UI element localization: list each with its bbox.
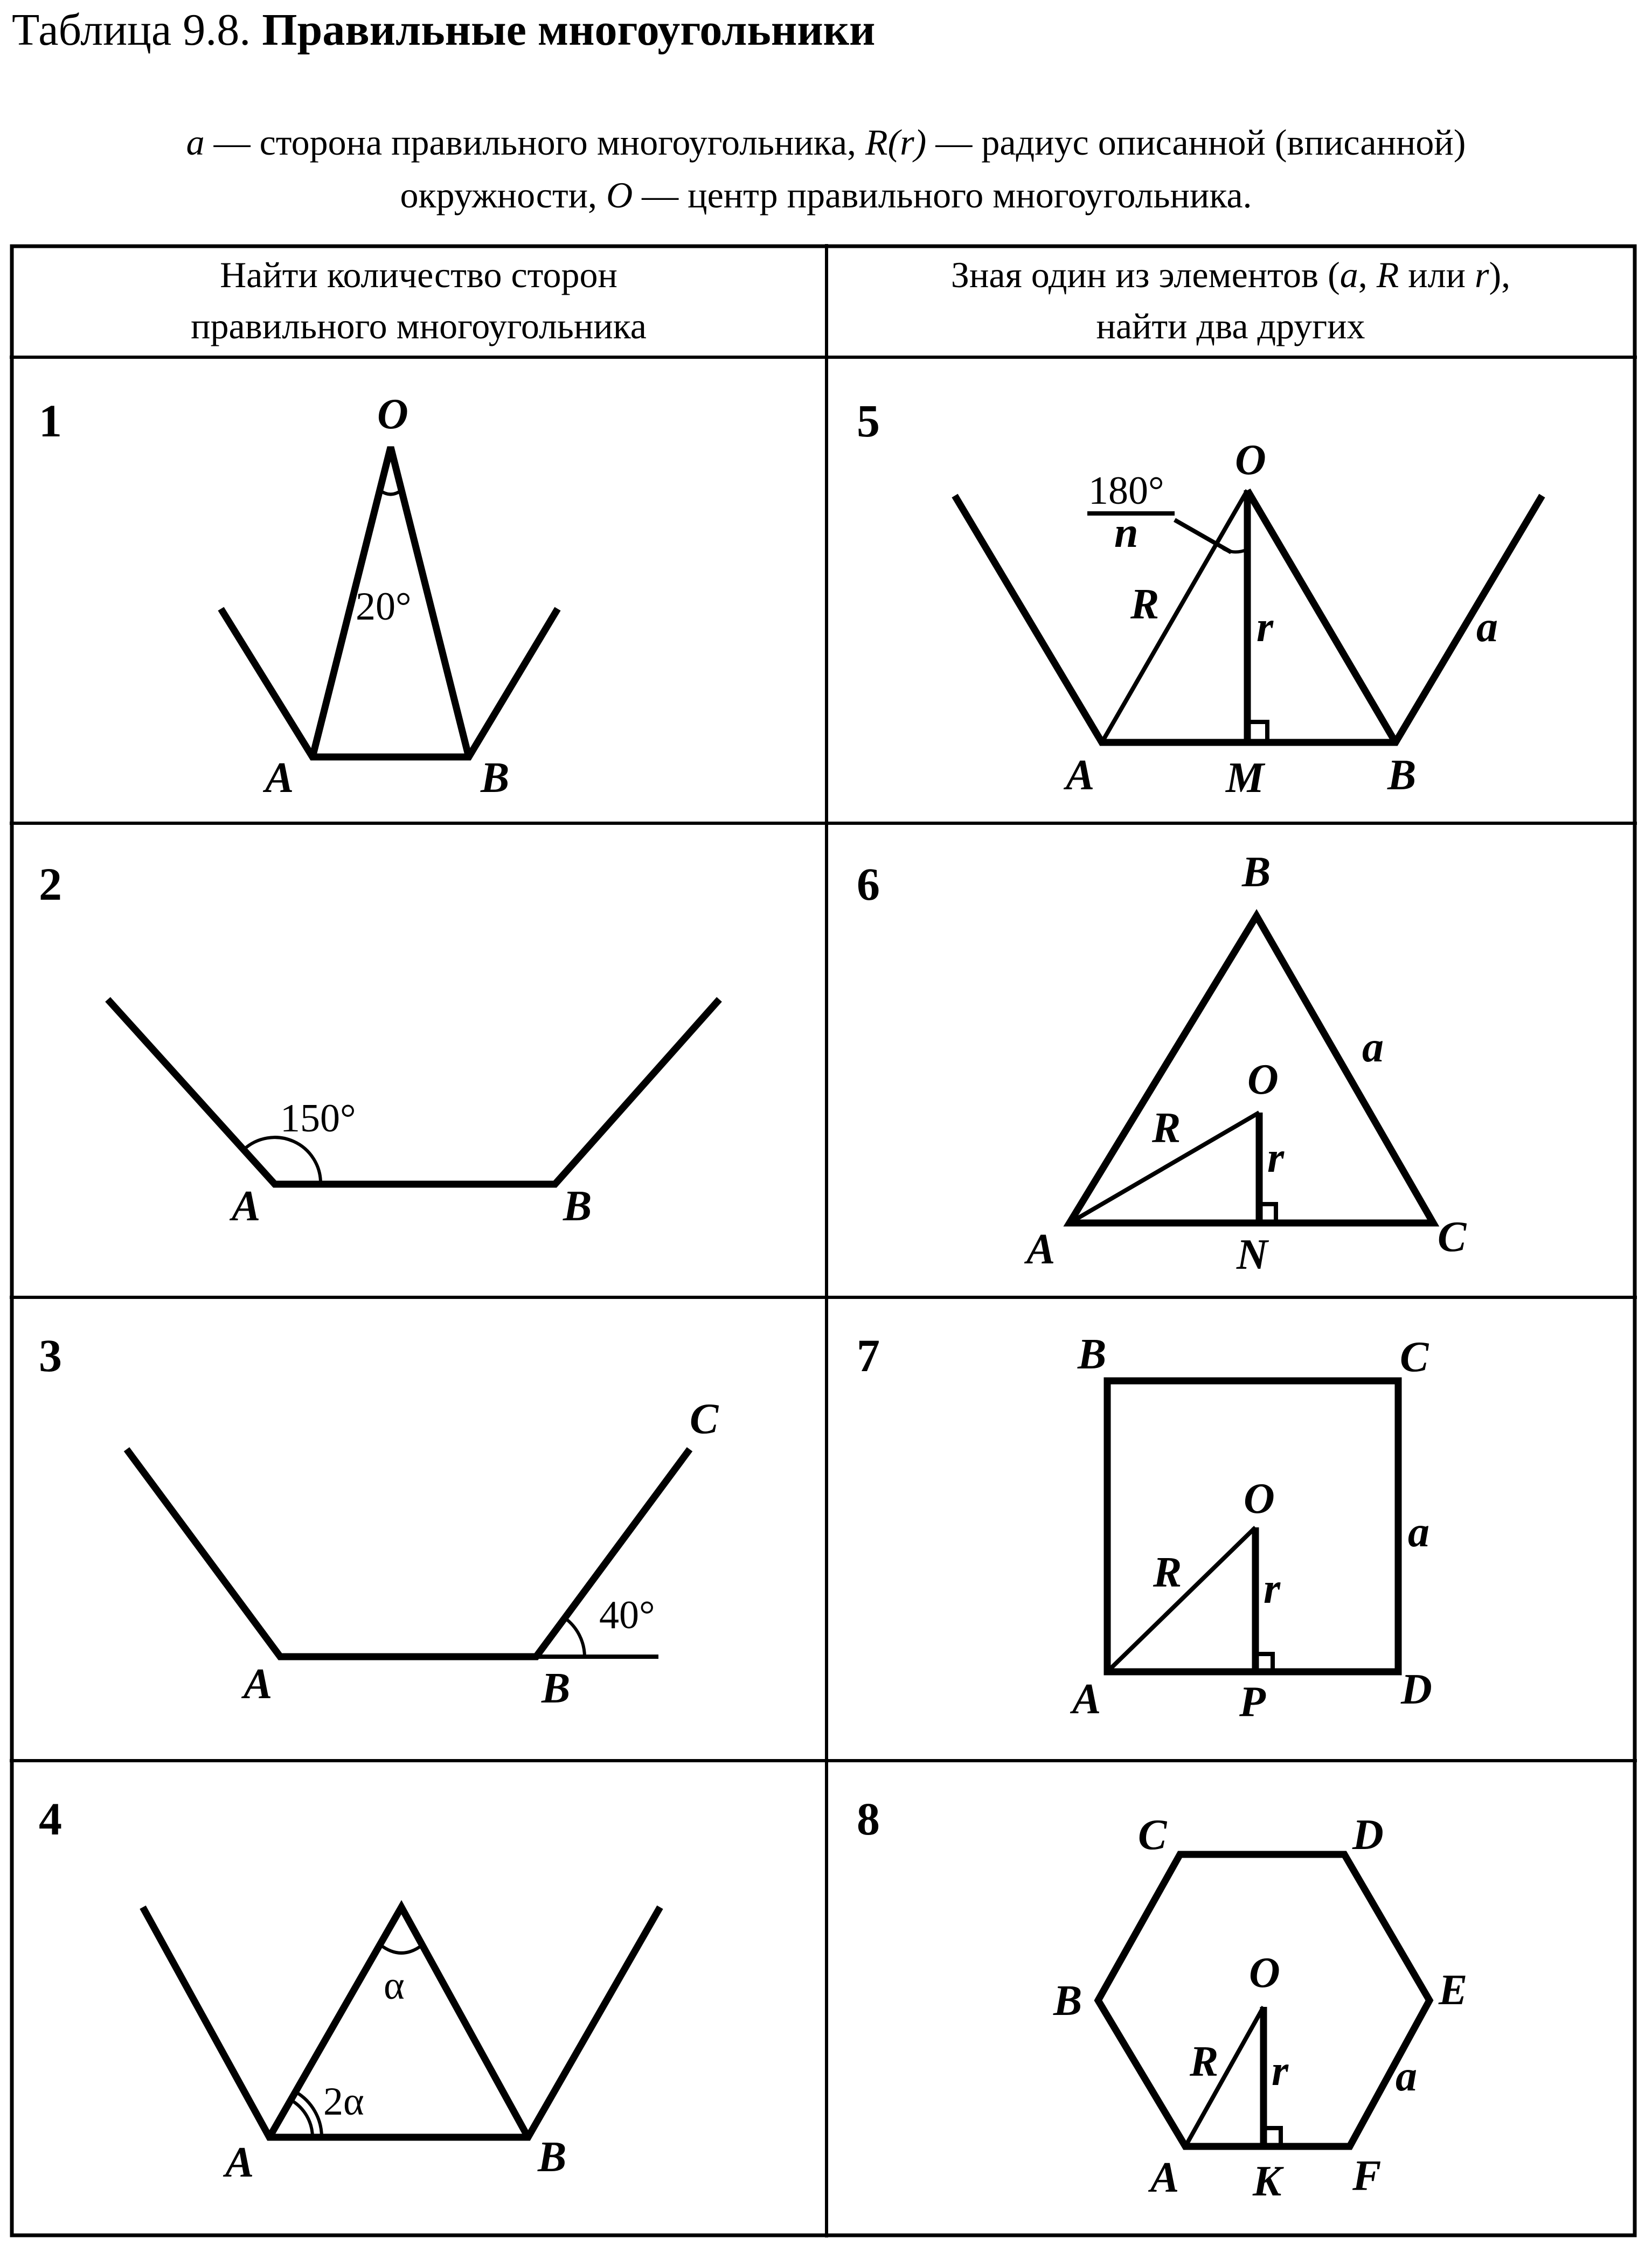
caption-part1: — сторона правильного многоугольника, (204, 122, 866, 163)
header-right-line2: найти два других (1096, 305, 1365, 346)
cell-8-label-B: B (1053, 1977, 1082, 2025)
cell-3-label-B: B (542, 1665, 571, 1712)
cell-7-label-r: r (1264, 1565, 1281, 1612)
header-right-r: r (1474, 254, 1489, 295)
caption-r: (r) (887, 122, 927, 163)
cell-2-number: 2 (39, 858, 62, 910)
header-left-line2: правильного многоугольника (191, 305, 647, 346)
table-title: Правильные многоугольники (262, 5, 876, 55)
cell-8 (857, 1793, 1467, 2205)
cell-3-number: 3 (39, 1330, 62, 1381)
cell-5-label-A: A (1066, 752, 1095, 799)
header-right-R: R (1376, 254, 1399, 295)
caption-O: O (606, 175, 633, 216)
cell-5-label-a: a (1476, 603, 1498, 651)
cell-5-label-r: r (1257, 603, 1274, 651)
cell-1-number: 1 (39, 395, 62, 447)
caption-R: R (865, 122, 888, 163)
cell-4-angle-arc-alpha (380, 1945, 422, 1953)
header-left-line1: Найти количество сторон (220, 254, 617, 295)
cell-6-label-O: O (1247, 1056, 1279, 1103)
header-right-or: или (1399, 254, 1475, 295)
cell-5-label-B: B (1387, 752, 1417, 799)
cell-5-label-O: O (1235, 436, 1266, 484)
cell-7-label-C: C (1400, 1333, 1429, 1381)
table-number: Таблица 9.8. (12, 5, 251, 55)
cell-3-angle-label: 40° (599, 1593, 655, 1637)
cell-3-label-C: C (690, 1395, 719, 1443)
cell-7-number: 7 (857, 1330, 880, 1381)
cell-7-label-P: P (1239, 1678, 1266, 1726)
cell-6 (857, 849, 1467, 1278)
cell-8-label-E: E (1439, 1966, 1468, 2014)
cell-6-label-N: N (1237, 1231, 1268, 1278)
cell-4-label-alpha: α (384, 1964, 405, 2008)
cell-7-label-D: D (1401, 1666, 1432, 1713)
cell-1-label-O: O (377, 391, 408, 438)
cell-8-label-F: F (1352, 2152, 1382, 2200)
cell-3 (39, 1330, 719, 1712)
cell-8-label-R: R (1190, 2038, 1219, 2086)
cell-3-angle-arc (565, 1618, 585, 1657)
cell-1-angle-label: 20° (356, 585, 412, 629)
cell-7-label-R: R (1153, 1549, 1182, 1596)
cell-4-label-B: B (538, 2133, 567, 2181)
cell-1-label-B: B (481, 754, 510, 802)
cell-5-label-R: R (1130, 581, 1160, 628)
cell-5-frac-num: 180° (1088, 469, 1164, 513)
cell-4-number: 4 (39, 1793, 62, 1845)
cell-2-label-A: A (232, 1183, 261, 1230)
cell-8-label-a: a (1396, 2053, 1417, 2100)
header-right-pre: Зная один из элементов ( (950, 254, 1340, 295)
cell-8-label-A: A (1150, 2154, 1179, 2201)
cell-4-label-A: A (225, 2139, 254, 2186)
cell-8-label-r: r (1272, 2047, 1289, 2095)
cell-2-angle-label: 150° (280, 1096, 356, 1141)
cell-2-label-B: B (563, 1183, 592, 1230)
cell-6-number: 6 (857, 858, 880, 910)
cell-6-label-C: C (1438, 1213, 1467, 1261)
cell-3-label-A: A (244, 1660, 273, 1708)
header-right-a: a (1339, 254, 1358, 295)
cell-4 (39, 1793, 660, 2186)
cell-8-label-D: D (1352, 1811, 1384, 1859)
header-right-post: ), (1489, 254, 1511, 295)
cell-7-label-O: O (1244, 1475, 1275, 1523)
cell-8-label-K: K (1253, 2158, 1282, 2205)
cell-1 (39, 391, 558, 802)
cell-6-label-A: A (1026, 1226, 1056, 1273)
cell-2 (39, 858, 719, 1230)
cell-7-label-B: B (1078, 1331, 1107, 1378)
cell-6-label-r: r (1267, 1134, 1285, 1181)
cell-1-angle-arc (380, 490, 401, 495)
cell-4-polygon (143, 1907, 660, 2137)
cell-2-polygon (108, 999, 719, 1184)
caption-part2: — радиус описанной (вписанной) (926, 122, 1466, 163)
cell-4-angle-arc-2alpha-2 (296, 2092, 322, 2137)
cell-5-number: 5 (857, 395, 880, 447)
cell-5-frac-den: n (1114, 509, 1139, 557)
cell-8-label-O: O (1249, 1949, 1280, 1997)
cell-7-label-A: A (1072, 1676, 1101, 1723)
cell-6-label-a: a (1362, 1024, 1384, 1071)
cell-1-polygon-sides (221, 609, 558, 757)
cell-8-number: 8 (857, 1793, 880, 1845)
cell-5 (857, 395, 1542, 802)
cell-8-label-C: C (1138, 1811, 1167, 1859)
caption-part4: — центр правильного многоугольника. (633, 175, 1252, 216)
cell-6-label-R: R (1152, 1104, 1181, 1152)
caption-part3: окружности, (400, 175, 607, 216)
header-right-comma: , (1358, 254, 1377, 295)
cell-5-label-M: M (1226, 754, 1265, 802)
cell-6-label-B: B (1242, 849, 1271, 896)
caption-a: a (186, 122, 205, 163)
cell-7 (857, 1330, 1432, 1726)
cell-7-label-a: a (1408, 1509, 1429, 1556)
cell-4-label-2alpha: 2α (323, 2080, 364, 2124)
cell-1-label-A: A (265, 754, 294, 802)
